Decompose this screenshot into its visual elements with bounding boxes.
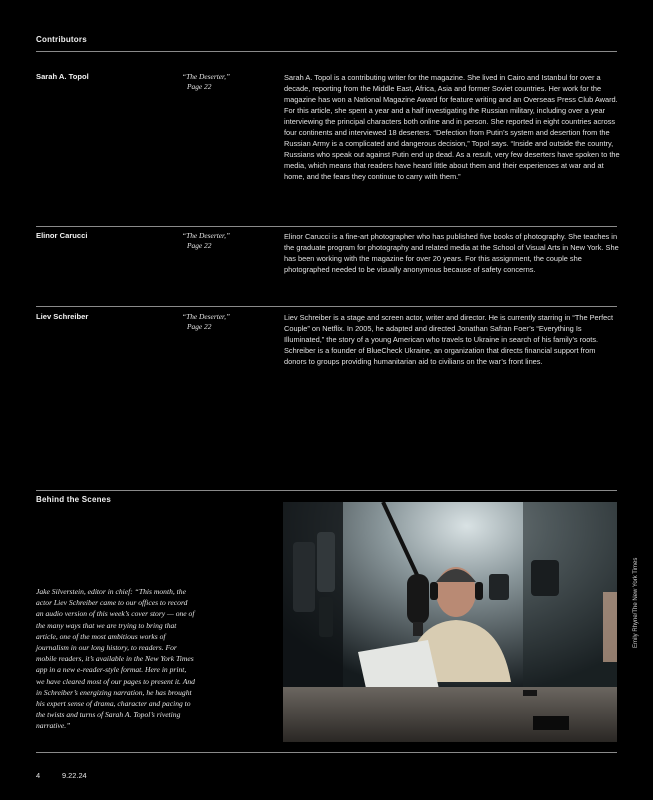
header-divider: [36, 51, 617, 52]
section-title-behind-the-scenes: Behind the Scenes: [36, 495, 111, 504]
contributor-bio: Elinor Carucci is a fine-art photographer who has published five books of photography. She teaches in the graduate program for photography and related media at the School of Visual Arts in New York. She has been working with the magazine for over 20 years. For this assignment, the couple she photographed needed to be visually anonymous because of safety concerns.: [284, 232, 619, 274]
story-title: “The Deserter,”: [182, 231, 231, 240]
story-reference[interactable]: [182, 72, 230, 92]
story-reference[interactable]: [182, 231, 230, 251]
photo-credit: Emily Rhyne/The New York Times: [633, 557, 639, 648]
contributor-name: Sarah A. Topol: [36, 72, 89, 81]
entry-divider: [36, 306, 617, 307]
story-page: Page 22: [187, 241, 212, 250]
story-page: Page 22: [187, 322, 212, 331]
contributor-bio: Liev Schreiber is a stage and screen actor, writer and director. He is currently starring in “The Perfect Couple” on Netflix. In 2005, he adapted and directed Jonathan Safran Foer’s “Everything Is Illuminated,” the story of a young American who travels to Ukraine in search of his family’s roots. Schreiber is a founder of BlueCheck Ukraine, an organization that directs financial support from donors to groups providing humanitarian aid to civilians on the war’s front lines.: [284, 313, 614, 366]
page-number: 4: [36, 771, 41, 780]
page-title: Contributors: [36, 35, 87, 44]
story-page: Page 22: [187, 82, 212, 91]
issue-date: 9.22.24: [62, 771, 87, 780]
story-reference[interactable]: [182, 312, 230, 332]
recording-photo: [283, 502, 617, 742]
editor-quote: Jake Silverstein, editor in chief: “This month, the actor Liev Schreiber came to our offices to record an audio version of this week’s cover story — one of the many ways that we are trying to bring that article, one of the most ambitious works of journalism in our long history, to readers. For mobile readers, it’s available in the New York Times app in a new e-reader-style format. Here in print, we have cleared most of our pages to present it. And in Schreiber’s energizing narration, he has brought his expert sense of drama, character and pacing to the twists and turns of Sarah A. Topol’s riveting narrative.”: [36, 587, 195, 731]
photo-illustration: [283, 502, 617, 742]
story-title: “The Deserter,”: [182, 312, 231, 321]
contributor-name: Liev Schreiber: [36, 312, 89, 321]
contributor-name: Elinor Carucci: [36, 231, 88, 240]
story-title: “The Deserter,”: [182, 72, 231, 81]
contributor-bio: Sarah A. Topol is a contributing writer for the magazine. She lived in Cairo and Istanbul for over a decade, reporting from the Middle East, Africa, Asia and former Soviet countries. Her work for the magazine has won a National Magazine Award for feature writing and an Overseas Press Club Award. For this article, she spent a year and a half investigating the Russian military, including over a year interviewing the principal characters both online and in person. She reported in eight countries across four continents and interviewed 18 deserters. “Defection from Putin’s system and desertion from the Russian Army is a complicated and dangerous decision,” Topol says. “Inside and outside the country, Russians who speak out against Putin end up dead. As a result, very few deserters have spoken to the media, which means that readers have heard little about them and their experiences at war and at home, and the fears they continue to carry with them.”: [284, 73, 620, 181]
footer-divider: [36, 752, 617, 753]
entry-divider: [36, 226, 617, 227]
section-divider: [36, 490, 617, 491]
